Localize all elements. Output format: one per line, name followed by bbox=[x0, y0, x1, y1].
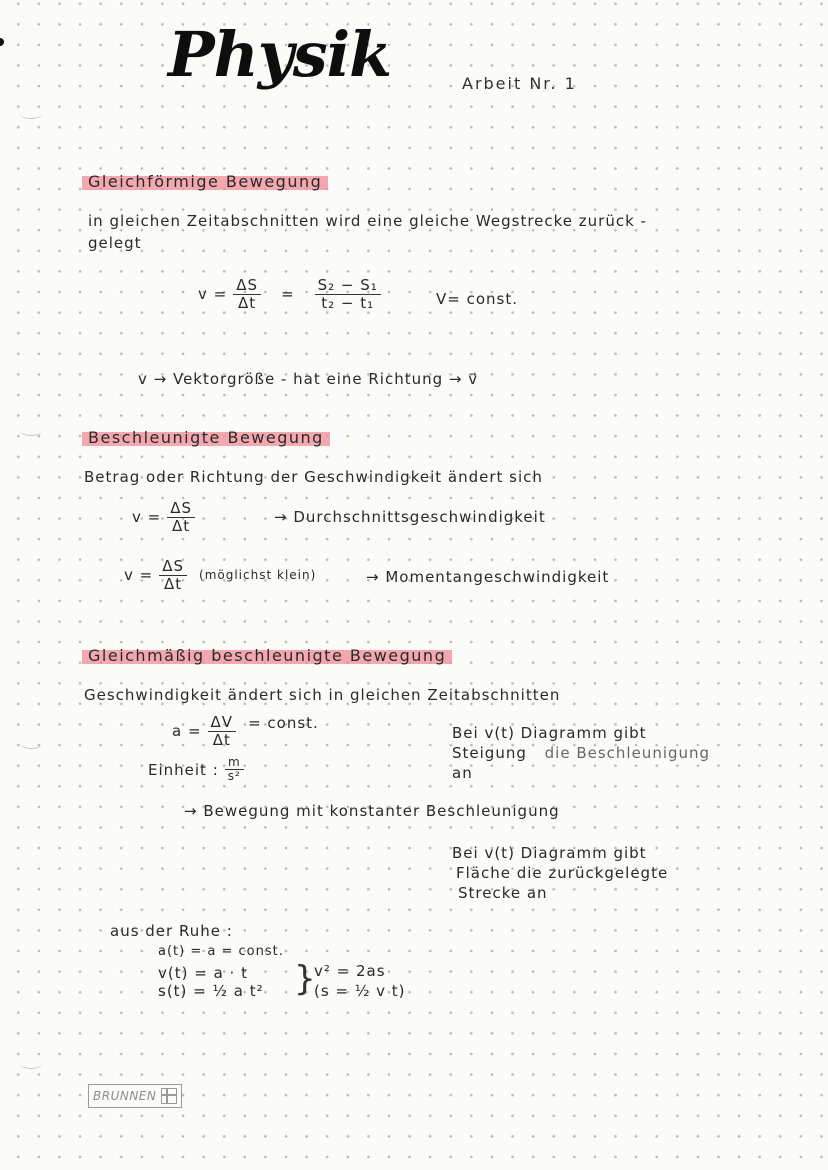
inst-velocity-label: → Momentangeschwindigkeit bbox=[366, 568, 610, 586]
section-heading-accelerated: Beschleunigte Bewegung bbox=[82, 428, 330, 447]
brace: } bbox=[294, 959, 316, 999]
constant-note: V= const. bbox=[436, 290, 518, 308]
unit-line bbox=[148, 756, 244, 783]
fraction-dv-dt bbox=[208, 714, 237, 748]
const-accel-note: → Bewegung mit konstanter Beschleunigung bbox=[184, 802, 560, 820]
note-line: Bei v(t) Diagramm gibt bbox=[452, 844, 647, 862]
small-note: (möglichst klein) bbox=[199, 568, 317, 582]
punch-hole bbox=[20, 1058, 42, 1069]
const-note: = const. bbox=[248, 714, 319, 732]
numerator: m bbox=[225, 756, 244, 770]
fraction-ds-dt bbox=[233, 277, 261, 311]
formula-v: v = bbox=[198, 285, 228, 303]
note-word: Steigung bbox=[452, 744, 527, 762]
denominator: Δt bbox=[238, 293, 257, 312]
note-line: Bei v(t) Diagramm gibt bbox=[452, 724, 647, 742]
numerator: ΔS bbox=[167, 500, 195, 518]
fraction-ds-dt bbox=[159, 558, 187, 592]
logo-mark-icon bbox=[161, 1088, 177, 1104]
numerator: S₂ − S₁ bbox=[315, 277, 381, 295]
section-heading-uniform: Gleichförmige Bewegung bbox=[82, 172, 328, 191]
unit-label: Einheit : bbox=[148, 760, 219, 779]
inst-velocity-formula bbox=[124, 558, 316, 592]
fraction-s-t bbox=[315, 277, 381, 311]
equals: = bbox=[281, 285, 295, 303]
denominator: s² bbox=[227, 769, 241, 784]
note-line bbox=[452, 744, 710, 762]
edge-mark bbox=[0, 38, 4, 46]
page-subtitle: Arbeit Nr. 1 bbox=[462, 74, 577, 93]
text-line: Betrag oder Richtung der Geschwindigkeit ändert sich bbox=[84, 468, 543, 486]
formula-line: v² = 2as bbox=[314, 962, 386, 980]
formula-v: v = bbox=[124, 566, 154, 584]
fraction-ds-dt bbox=[167, 500, 195, 534]
text-line: Geschwindigkeit ändert sich in gleichen Zeitabschnitten bbox=[84, 686, 561, 704]
text-line: gelegt bbox=[88, 234, 142, 252]
brand-logo bbox=[88, 1084, 182, 1108]
denominator: Δt bbox=[172, 516, 191, 535]
note-line: Strecke an bbox=[458, 884, 548, 902]
acceleration-formula bbox=[172, 714, 319, 748]
page-title: Physik bbox=[168, 18, 392, 91]
text-line: in gleichen Zeitabschnitten wird eine gleiche Wegstrecke zurück - bbox=[88, 212, 647, 230]
formula-line: (s = ½ v t) bbox=[314, 982, 406, 1000]
vector-note: v → Vektorgröße - hat eine Richtung → v⃗ bbox=[138, 370, 479, 388]
unit-fraction bbox=[225, 756, 244, 783]
denominator: t₂ − t₁ bbox=[321, 293, 375, 312]
note-line: Fläche die zurückgelegte bbox=[456, 864, 669, 882]
note-word: die Beschleunigung bbox=[544, 744, 711, 762]
rest-label: aus der Ruhe : bbox=[110, 922, 233, 940]
formula-line: s(t) = ½ a t² bbox=[158, 982, 264, 1000]
logo-text: BRUNNEN bbox=[93, 1089, 157, 1103]
punch-hole bbox=[20, 425, 42, 436]
formula-a: a = bbox=[172, 722, 202, 740]
formula-line: a(t) = a = const. bbox=[158, 944, 284, 959]
velocity-formula bbox=[198, 277, 381, 311]
numerator: ΔV bbox=[208, 714, 237, 732]
numerator: ΔS bbox=[233, 277, 261, 295]
note-line: an bbox=[452, 764, 473, 782]
formula-v: v = bbox=[132, 508, 162, 526]
numerator: ΔS bbox=[159, 558, 187, 576]
avg-velocity-label: → Durchschnittsgeschwindigkeit bbox=[274, 508, 546, 526]
section-heading-uniform-accel: Gleichmäßig beschleunigte Bewegung bbox=[82, 646, 452, 665]
denominator: Δt bbox=[212, 730, 231, 749]
punch-hole bbox=[20, 738, 42, 749]
avg-velocity-formula bbox=[132, 500, 195, 534]
punch-hole bbox=[20, 108, 42, 119]
formula-line: v(t) = a · t bbox=[158, 964, 248, 982]
denominator: Δt bbox=[164, 574, 183, 593]
